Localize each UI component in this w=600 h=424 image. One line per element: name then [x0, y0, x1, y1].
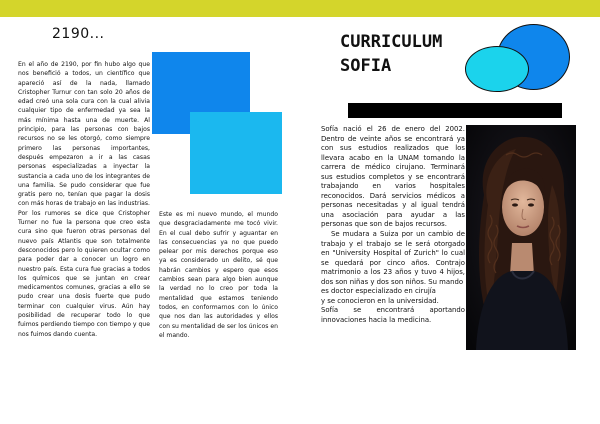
- biography-text: [321, 125, 465, 325]
- curriculum-title: [340, 30, 442, 78]
- bio-paragraph-4: y se conocieron en la universidad.: [321, 296, 439, 305]
- curriculum-title-line2: SOFIA: [340, 56, 392, 76]
- top-accent-bar: [0, 0, 600, 17]
- bio-paragraph-5: Sofía se encontrará aportando innovaciones hacia la medicina.: [321, 306, 465, 324]
- bio-paragraph-2: Se mudara a Suiza por un cambio de trabajo y el trabajo se le será otorgado en "University Hospital of Zurich" lo cual se quedará por cinco años. Contrajo matrimonio a los 23 años y tuvo 4 hijos, dos son niñas y dos son niños. Su mando: [321, 230, 465, 286]
- black-divider-bar: [348, 103, 562, 118]
- story-column-left: [18, 60, 150, 339]
- bio-paragraph-1: Sofía nació el 26 de enero del 2002. Dentro de veinte años se encontrará ya con sus estudios realizados que los llevara acabo en la UNAM tomando la carrera de médico cirujano. Terminará sus estudios completos y se encontrará trabajando en varios hospitales reconocidos. Dará servicios médicos a personas necesitadas y al igual tendrá una asociación para ayudar a las personas que son de bajos recursos.: [321, 125, 465, 229]
- portrait-photo: [466, 125, 576, 350]
- story-column-middle: [159, 210, 278, 340]
- story-paragraph: En el año de 2190, por fin hubo algo que nos benefició a todos, un científico que apareció así de la nada, llamado Cristopher Turnur con tan solo 20 años de edad creó una sola cura con la cual alivia cualquier tipo de enfermedad ya sea la más mínima hasta una de muerte. Al principio, para las personas con bajos recursos no se les otorgó, como siempre primero las personas importantes, después empezaron a ir a las casas personas especializadas a inyectar la sustancia a cada uno de los integrantes de una familia. Se pudo considerar que fue gratis pero no, tenían que pagar la dosis con más horas de trabajo en las industrias. Por los rumores se dice que Cristopher Turner no fue la persona que creo esta cura sino que fueron otras personas del nuevo país Atlantis que son totalmente desconocidos pero lo quieren ocultar como para poder dar a conocer un logro en nuestro país. Esta cura fue gracias a todos los químicos que se juntan en crear medicamentos comunes, gracias a ello se pudo crear una dosis fuerte que pudo terminar con cualquier virus. Aún hay posibilidad de recuperar todo lo que fuimos perdiendo tiempo con tiempo y que nos fuimos dando cuenta.: [18, 61, 150, 338]
- curriculum-title-line1: CURRICULUM: [340, 32, 443, 52]
- decorative-circle-light: [465, 46, 529, 92]
- decorative-square-light: [190, 112, 282, 194]
- portrait-illustration: [466, 125, 576, 350]
- page-title-year: 2190...: [52, 26, 105, 42]
- story-paragraph: Este es mi nuevo mundo, el mundo que desgraciadamente me tocó vivir. En el cual debo sufrir y aguantar en las consecuencias ya no que puedo pelear por mis derechos porque eso ya es considerado un delito, sé que habrán cambios y espero que esos cambios sean para algo bien aunque la verdad no lo creo por toda la mentalidad que estamos teniendo todos, en conformarnos con lo único que nos dan las autoridades y ellos con su mentalidad de ser los únicos en el mando.: [159, 211, 278, 339]
- bio-paragraph-3: es doctor especializado en cirujía: [321, 287, 436, 296]
